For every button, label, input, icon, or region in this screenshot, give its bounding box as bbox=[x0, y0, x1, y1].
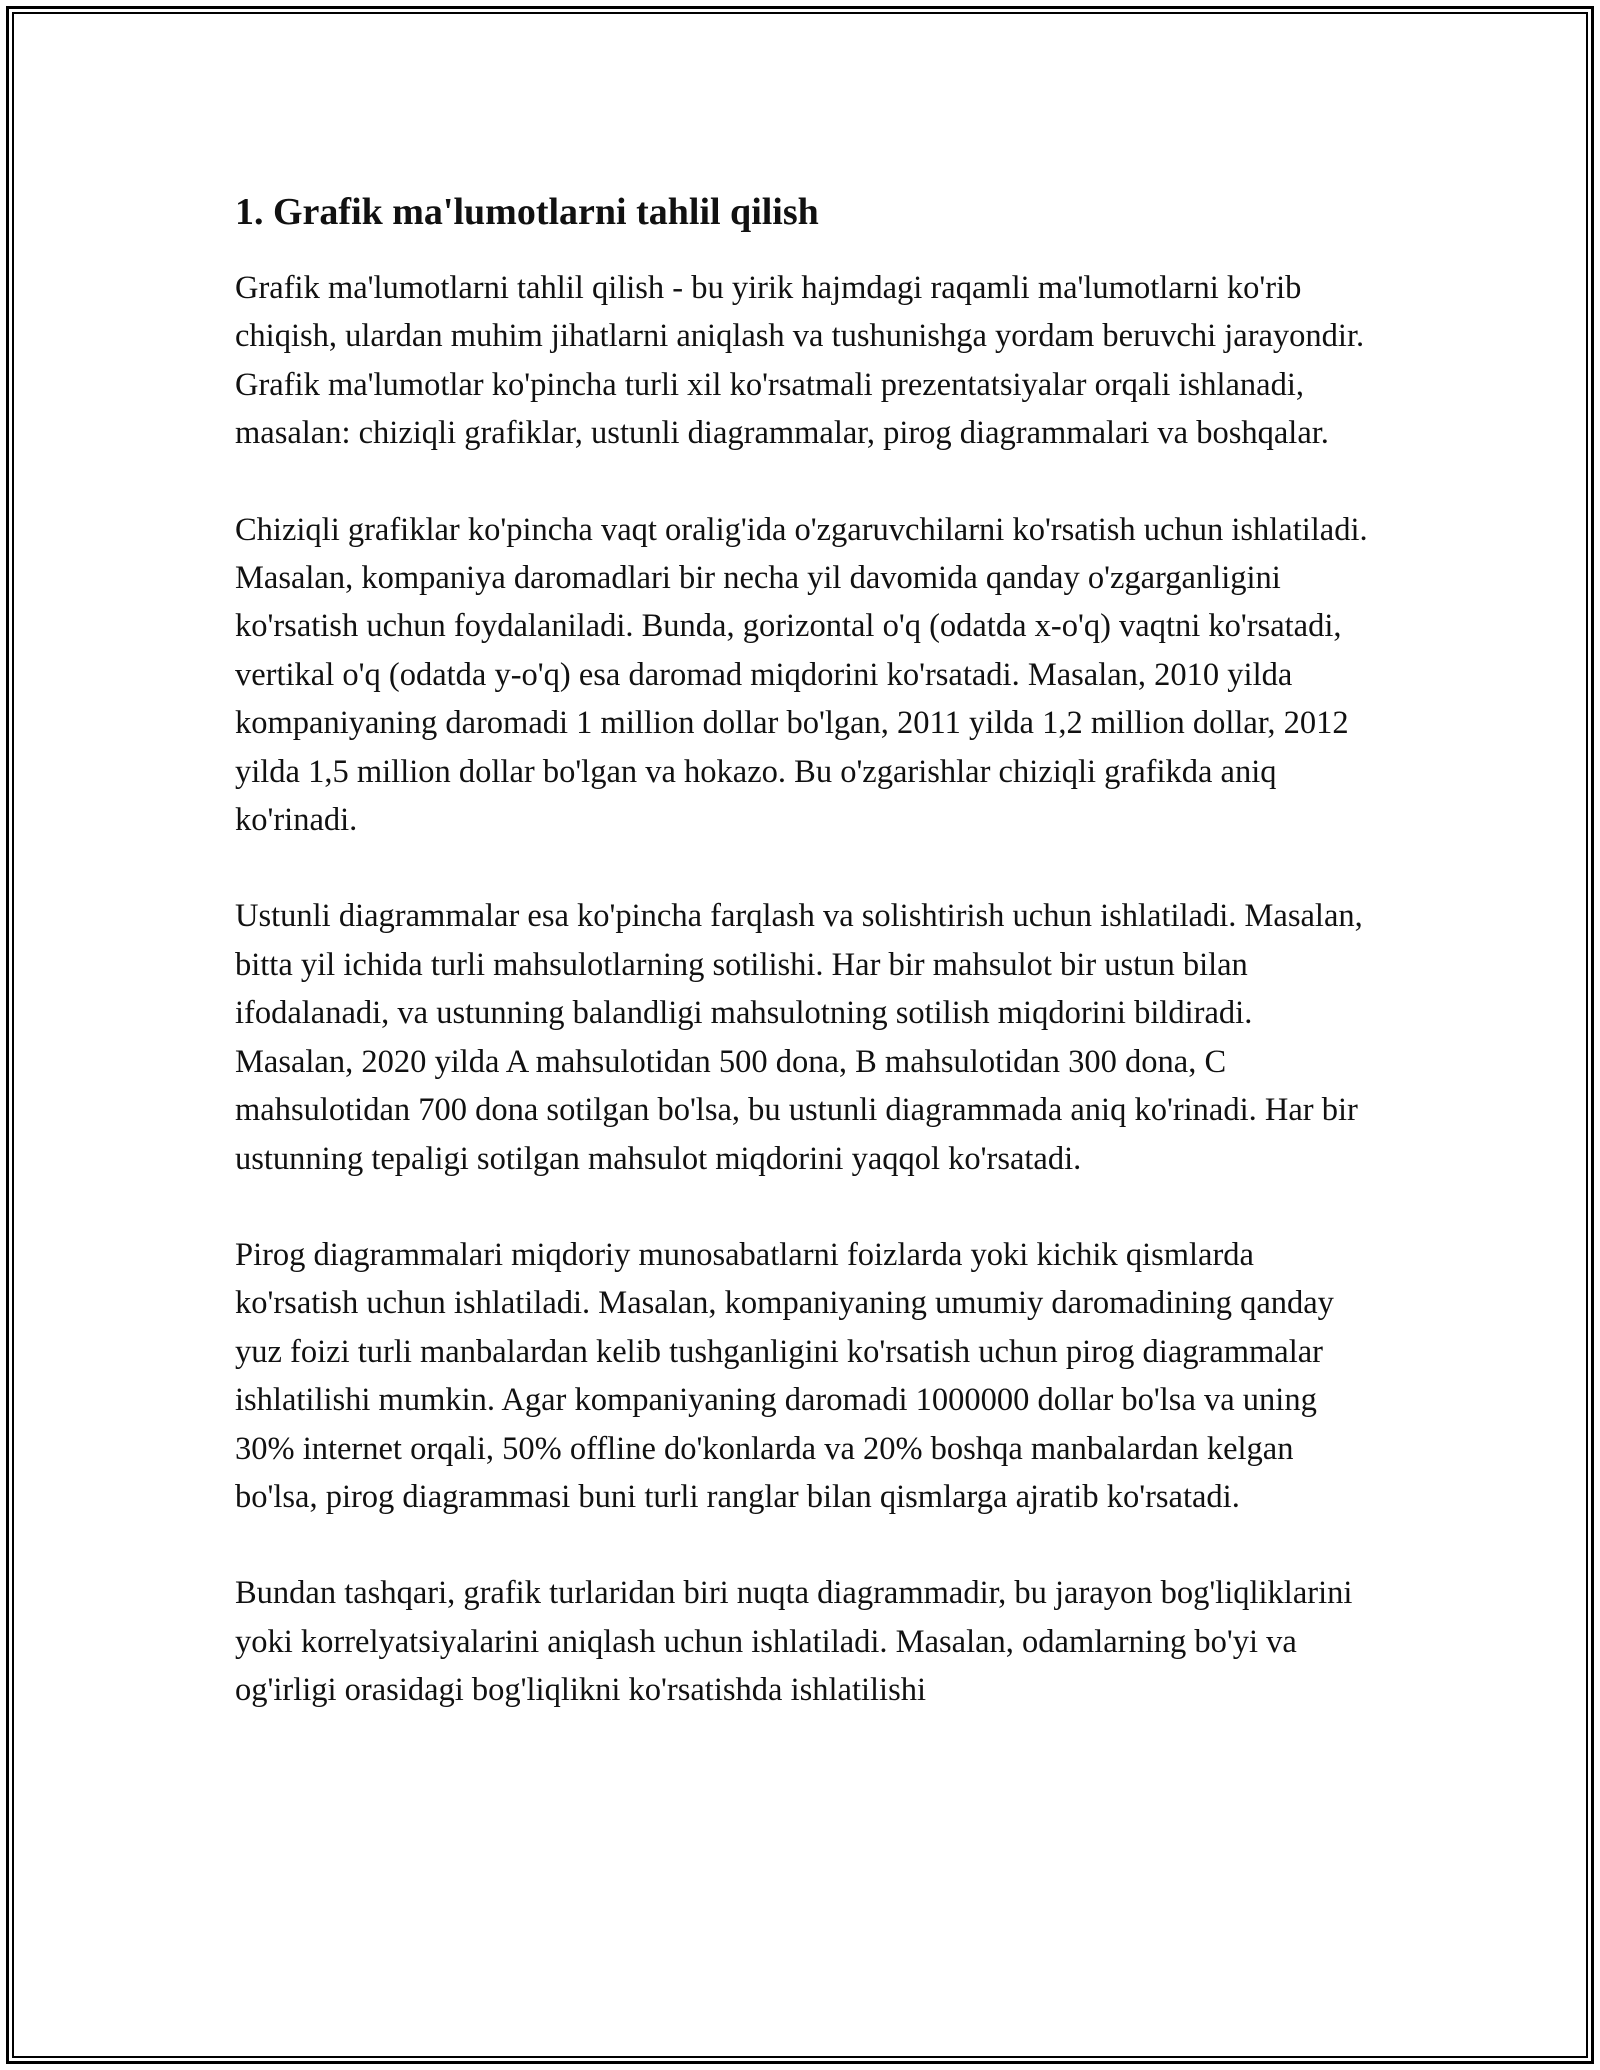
document-body bbox=[235, 188, 1375, 1763]
paragraph-pie-charts: Pirog diagrammalari miqdoriy munosabatlarni foizlarda yoki kichik qismlarda ko'rsatish uchun ishlatiladi. Masalan, kompaniyaning umumiy daromadining qanday yuz foizi turli manbalardan kelib tushganligini ko'rsatish uchun pirog diagrammalar ishlatilishi mumkin. Agar kompaniyaning daromadi 1000000 dollar bo'lsa va uning 30% internet orqali, 50% offline do'konlarda va 20% boshqa manbalardan kelgan bo'lsa, pirog diagrammasi buni turli ranglar bilan qismlarga ajratib ko'rsatadi. bbox=[235, 1236, 1334, 1515]
paragraph-scatter-charts: Bundan tashqari, grafik turlaridan biri nuqta diagrammadir, bu jarayon bog'liqliklarini yoki korrelyatsiyalarini aniqlash uchun ishlatiladi. Masalan, odamlarning bo'yi va og'irligi orasidagi bog'liqlikni ko'rsatishda ishlatilishi bbox=[235, 1575, 1353, 1709]
paragraph-intro: Grafik ma'lumotlarni tahlil qilish - bu yirik hajmdagi raqamli ma'lumotlarni ko'rib chiqish, ulardan muhim jihatlarni aniqlash va tushunishga yordam beruvchi jarayondir. Grafik ma'lumotlar ko'pincha turli xil ko'rsatmali prezentatsiyalar orqali ishlanadi, masalan: chiziqli grafiklar, ustunli diagrammalar, pirog diagrammalari va boshqalar. bbox=[235, 270, 1365, 452]
section-heading: 1. Grafik ma'lumotlarni tahlil qilish bbox=[235, 191, 819, 233]
paragraph-bar-charts: Ustunli diagrammalar esa ko'pincha farqlash va solishtirish uchun ishlatiladi. Masalan, bitta yil ichida turli mahsulotlarning sotilishi. Har bir mahsulot bir ustun bilan ifodalanadi, va ustunning balandligi mahsulotning sotilish miqdorini bildiradi. Masalan, 2020 yilda A mahsulotidan 500 dona, B mahsulotidan 300 dona, C mahsulotidan 700 dona sotilgan bo'lsa, bu ustunli diagrammada aniq ko'rinadi. Har bir ustunning tepaligi sotilgan mahsulot miqdorini yaqqol ko'rsatadi. bbox=[235, 898, 1363, 1177]
paragraph-line-charts: Chiziqli grafiklar ko'pincha vaqt oralig'ida o'zgaruvchilarni ko'rsatish uchun ishlatiladi. Masalan, kompaniya daromadlari bir necha yil davomida qanday o'zgarganligini ko'rsatish uchun foydalaniladi. Bunda, gorizontal o'q (odatda x-o'q) vaqtni ko'rsatadi, vertikal o'q (odatda y-o'q) esa daromad miqdorini ko'rsatadi. Masalan, 2010 yilda kompaniyaning daromadi 1 million dollar bo'lgan, 2011 yilda 1,2 million dollar, 2012 yilda 1,5 million dollar bo'lgan va hokazo. Bu o'zgarishlar chiziqli grafikda aniq ko'rinadi. bbox=[235, 511, 1368, 839]
